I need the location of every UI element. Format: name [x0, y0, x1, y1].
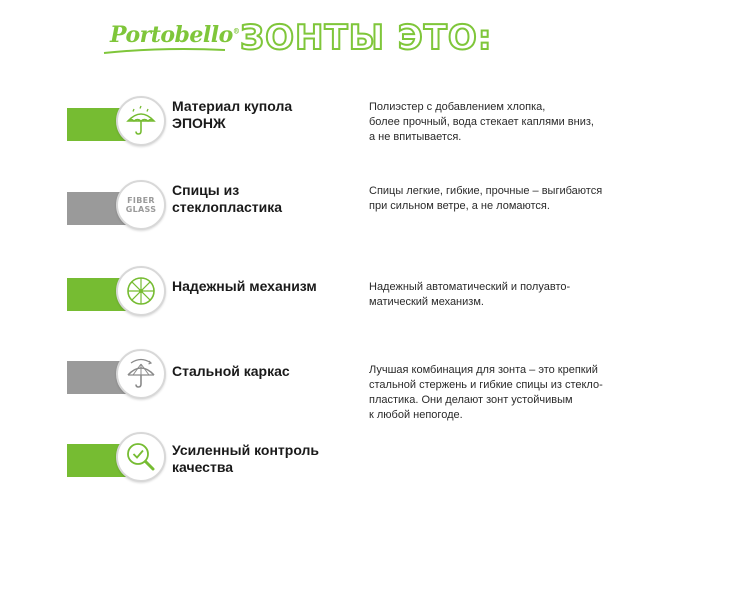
feature-row-mechanism	[0, 266, 734, 326]
feature-badge	[116, 349, 166, 399]
feature-title: Материал купола ЭПОНЖ	[172, 98, 293, 131]
umbrella-rain-icon	[123, 103, 159, 139]
feature-row-frame	[0, 349, 734, 421]
logo-swoosh-icon	[102, 46, 227, 56]
umbrella-top-view-icon	[123, 273, 159, 309]
feature-description: Полиэстер с добавлением хлопка, более прочный, вода стекает каплями вниз, а не впитывается.	[369, 101, 594, 143]
feature-row-ribs	[0, 180, 734, 240]
feature-title: Спицы из стеклопластика	[172, 182, 283, 215]
page-title: ЗОНТЫ ЭТО:	[240, 18, 493, 58]
feature-title: Надежный механизм	[172, 278, 317, 294]
feature-title: Стальной каркас	[172, 363, 290, 379]
fiber-glass-icon: FIBER GLASS	[125, 196, 157, 214]
header	[100, 18, 500, 66]
feature-title: Усиленный контроль качества	[172, 442, 320, 475]
umbrella-frame-icon	[123, 356, 159, 392]
brand-logo-text: Portobello	[110, 22, 233, 48]
feature-row-canopy	[0, 96, 734, 156]
feature-badge	[116, 432, 166, 482]
feature-badge	[116, 180, 166, 230]
quality-check-icon	[123, 439, 159, 475]
feature-row-quality	[0, 432, 734, 492]
feature-description: Надежный автоматический и полуавто- матический механизм.	[369, 281, 571, 308]
registered-mark: ®	[232, 26, 240, 36]
feature-badge	[116, 96, 166, 146]
brand-logo	[110, 22, 239, 48]
feature-description: Спицы легкие, гибкие, прочные – выгибаются при сильном ветре, а не ломаются.	[369, 185, 603, 212]
feature-description: Лучшая комбинация для зонта – это крепкий стальной стержень и гибкие спицы из стекло- пластика. Они делают зонт устойчивым к любой непогоде.	[369, 364, 603, 421]
feature-badge	[116, 266, 166, 316]
